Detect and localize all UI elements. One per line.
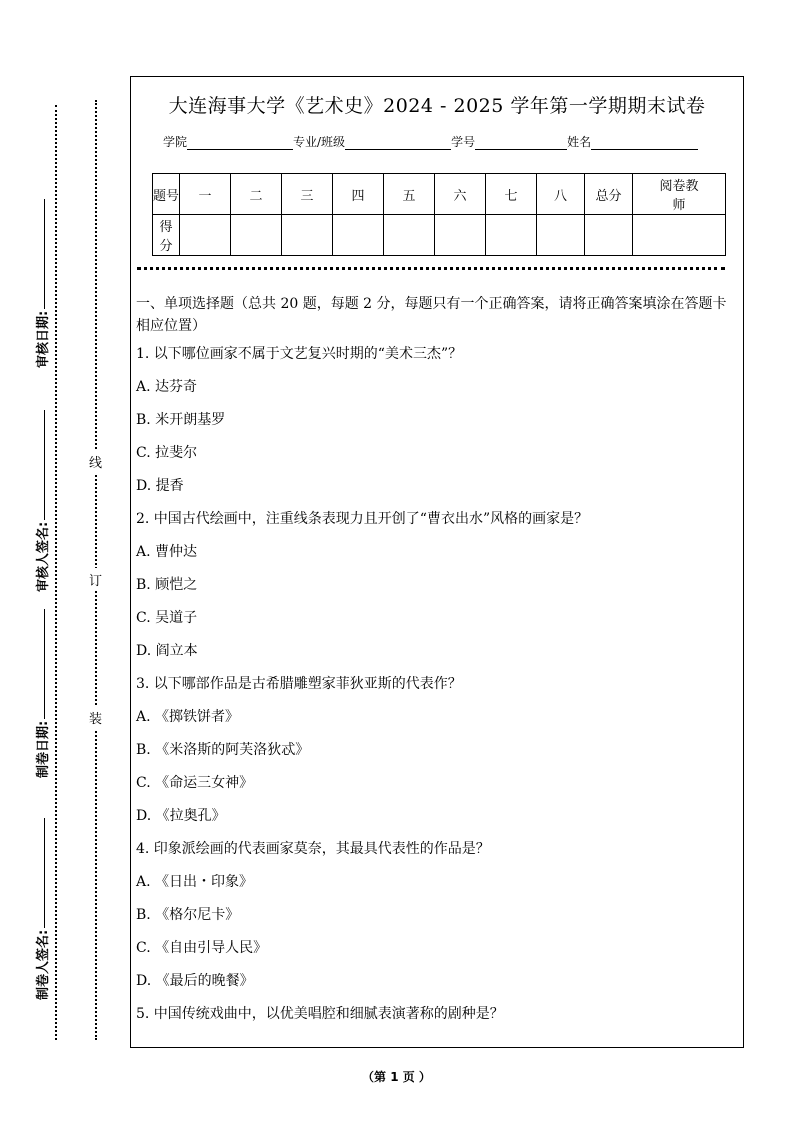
- col-header: 五: [384, 174, 435, 215]
- score-cell[interactable]: [333, 215, 384, 256]
- review-date-line: [43, 199, 45, 309]
- score-table-header-row: [153, 174, 726, 215]
- option: A. 达芬奇: [136, 379, 198, 395]
- option: D. 《最后的晚餐》: [136, 973, 254, 989]
- col-header: 一: [180, 174, 231, 215]
- score-table-score-row: [153, 215, 726, 256]
- binding-word-zhuang: 装: [89, 706, 102, 729]
- question-stem: 4. 印象派绘画的代表画家莫奈，其最具代表性的作品是？: [136, 841, 490, 857]
- maker-date-label: 制卷日期:: [36, 720, 51, 778]
- question-content: [136, 293, 736, 1036]
- section-heading: 一、单项选择题（总共 20 题，每题 2 分，每题只有一个正确答案，请将正确答案填涂在答题卡相应位置）: [136, 296, 727, 334]
- reviewer-signature-label: 审核人签名:: [36, 521, 51, 592]
- option: B. 《米洛斯的阿芙洛狄忒》: [136, 742, 310, 758]
- option: A. 曹仲达: [136, 544, 198, 560]
- score-table: [152, 173, 726, 256]
- exam-sheet: [130, 76, 744, 1048]
- name-label: 姓名: [567, 135, 592, 149]
- question-stem: 5. 中国传统戏曲中，以优美唱腔和细腻表演著称的剧种是？: [136, 1006, 504, 1022]
- score-cell[interactable]: [435, 215, 486, 256]
- option: B. 顾恺之: [136, 577, 198, 593]
- col-header: 七: [486, 174, 537, 215]
- option: D. 提香: [136, 478, 184, 494]
- col-header-grader: 阅卷教师: [633, 174, 726, 215]
- score-cell[interactable]: [282, 215, 333, 256]
- option: B. 米开朗基罗: [136, 412, 226, 428]
- college-field[interactable]: [187, 135, 293, 150]
- exam-title: 大连海事大学《艺术史》2024 - 2025 学年第一学期期末试卷: [168, 95, 706, 117]
- page-number: （第 1 页 ）: [362, 1070, 431, 1084]
- col-header: 二: [231, 174, 282, 215]
- option: A. 《掷铁饼者》: [136, 709, 240, 725]
- col-header: 八: [537, 174, 585, 215]
- option: B. 《格尔尼卡》: [136, 907, 240, 923]
- reviewer-signature-field: [32, 410, 51, 592]
- question-stem: 1. 以下哪位画家不属于文艺复兴时期的“美术三杰”？: [136, 346, 463, 362]
- maker-signature-line: [43, 818, 45, 928]
- score-cell[interactable]: [231, 215, 282, 256]
- question-stem: 3. 以下哪部作品是古希腊雕塑家菲狄亚斯的代表作？: [136, 676, 462, 692]
- col-header-total: 总分: [585, 174, 633, 215]
- reviewer-signature-line: [43, 410, 45, 520]
- college-label: 学院: [163, 135, 188, 149]
- review-date-field: [32, 199, 51, 368]
- score-cell-total[interactable]: [585, 215, 633, 256]
- maker-date-line: [43, 609, 45, 719]
- student-id-label: 学号: [451, 135, 476, 149]
- binding-word-line: 线: [89, 450, 102, 473]
- question-number-label: 题号: [153, 174, 180, 215]
- score-cell[interactable]: [537, 215, 585, 256]
- maker-signature-field: [32, 818, 51, 1000]
- dotted-separator: [137, 267, 725, 270]
- maker-signature-label: 制卷人签名:: [36, 929, 51, 1000]
- score-cell[interactable]: [384, 215, 435, 256]
- option: C. 吴道子: [136, 610, 198, 626]
- option: A. 《日出・印象》: [136, 874, 254, 890]
- score-cell[interactable]: [180, 215, 231, 256]
- name-field[interactable]: [591, 135, 698, 150]
- review-date-label: 审核日期:: [36, 310, 51, 368]
- col-header: 四: [333, 174, 384, 215]
- option: C. 拉斐尔: [136, 445, 198, 461]
- col-header: 六: [435, 174, 486, 215]
- binding-margin: [0, 0, 125, 1060]
- score-label: 得分: [153, 215, 180, 256]
- major-class-label: 专业/班级: [293, 135, 346, 149]
- maker-date-field: [32, 609, 51, 778]
- option: D. 《拉奥孔》: [136, 808, 226, 824]
- outer-dotted-line: [55, 105, 57, 1040]
- score-cell-grader[interactable]: [633, 215, 726, 256]
- option: C. 《命运三女神》: [136, 775, 254, 791]
- student-info-row: [163, 133, 698, 150]
- student-id-field[interactable]: [475, 135, 567, 150]
- option: D. 阎立本: [136, 643, 198, 659]
- binding-word-ding: 订: [89, 568, 102, 591]
- major-class-field[interactable]: [345, 135, 451, 150]
- col-header: 三: [282, 174, 333, 215]
- question-stem: 2. 中国古代绘画中，注重线条表现力且开创了“曹衣出水”风格的画家是？: [136, 511, 589, 527]
- score-cell[interactable]: [486, 215, 537, 256]
- option: C. 《自由引导人民》: [136, 940, 268, 956]
